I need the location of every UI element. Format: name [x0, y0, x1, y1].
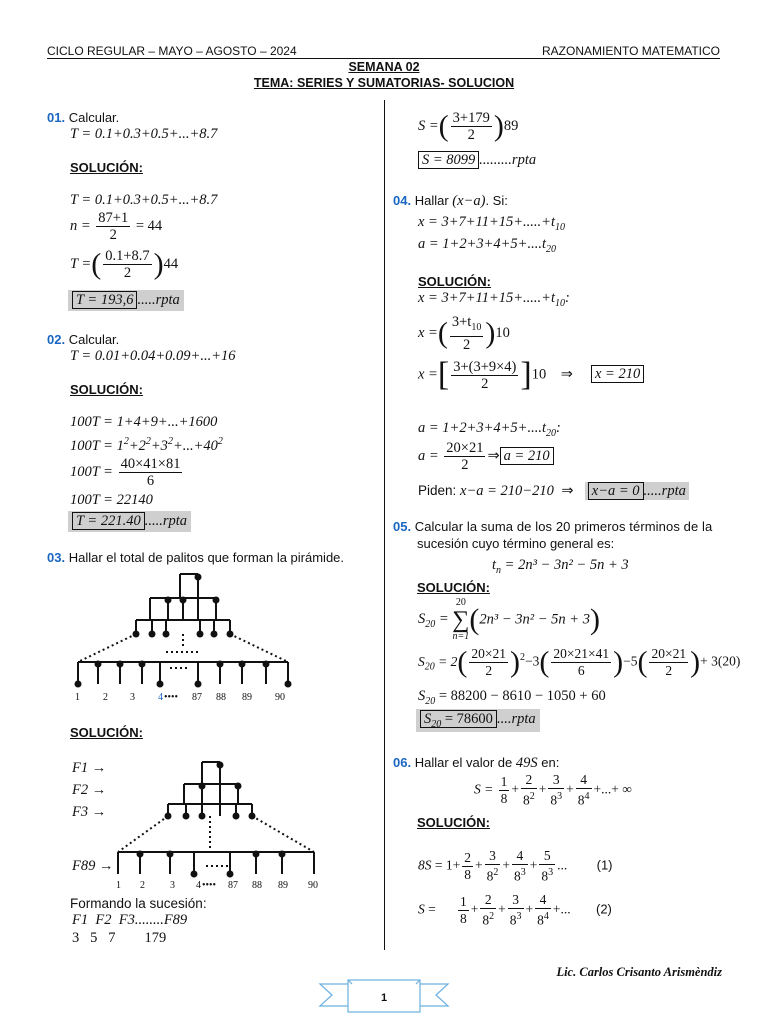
p01-step1: T = 0.1+0.3+0.5+...+8.7	[70, 192, 218, 208]
row-label-f89: F89 →	[72, 858, 114, 874]
p03-sum: S =( $\frac{3+179}{2}$ )89	[418, 109, 519, 143]
problem-06	[393, 755, 559, 772]
problem-02	[47, 332, 119, 347]
p01-answer: T = 193,6 .....rpta	[68, 290, 184, 311]
problem-prompt: Hallar el valor de	[414, 755, 513, 770]
p04-sx: $x = 3+7+11+15+.....+t_{10}$:	[418, 290, 570, 309]
p02-equation: T = 0.01+0.04+0.09+...+16	[70, 348, 236, 364]
p06-eq1: 8S = 1+ $\frac{2}{8}$ + $\frac{3}{8^2}$ + $\frac{4}{8^3}$ + $\frac{5}{8^3}$ ... (1)	[418, 848, 613, 884]
column-divider	[384, 100, 385, 950]
problem-prompt-tail: . Si:	[485, 193, 508, 208]
header-right: RAZONAMIENTO MATEMATICO	[541, 44, 720, 58]
p05-sum-expr: $S_{20}$ = 20 ∑ n=1 (2n³ − 3n² − 5n + 3)	[418, 597, 600, 642]
week-title: SEMANA 02	[348, 60, 420, 74]
row-label-f2: F2 →	[72, 782, 107, 798]
problem-number: 05.	[393, 519, 412, 534]
problem-prompt: Calcular la suma de los 20 primeros términos de la	[414, 519, 713, 534]
problem-05	[393, 519, 712, 534]
p05-answer: $S_{20} = 78600$ ....rpta	[416, 709, 540, 732]
sequence-heads: F1 F2 F3........F89	[72, 912, 188, 928]
sequence-caption: Formando la sucesión:	[70, 896, 207, 911]
problem-expression: 49S	[515, 755, 538, 771]
page-number: 1	[380, 992, 388, 1004]
problem-03	[47, 550, 344, 565]
p05-step3: $S_{20} = 88200 - 8610 - 1050 + 60$	[418, 688, 606, 707]
problem-prompt-tail: en:	[541, 755, 560, 770]
p01-step-n: n = $\frac{87+1}{2}$ = 44	[70, 210, 163, 243]
problem-prompt: Hallar	[414, 193, 449, 208]
problem-01	[47, 110, 119, 125]
row-label-f1: F1 →	[72, 760, 107, 776]
solution-heading: SOLUCIÓN:	[70, 725, 143, 740]
row-label-f3: F3 →	[72, 804, 107, 820]
problem-number: 06.	[393, 755, 412, 770]
problem-number: 02.	[47, 332, 66, 347]
solution-heading: SOLUCIÓN:	[70, 160, 143, 175]
pyramid-solution-figure	[110, 756, 325, 881]
p05-prompt-line2: sucesión cuyo término general es:	[417, 536, 615, 551]
p05-general-term: $t_n = 2n^3 - 3n^2 - 5n + 3$	[492, 557, 629, 576]
p04-a-def: $a = 1+2+3+4+5+....t_{20}$	[418, 236, 556, 255]
problem-number: 04.	[393, 193, 412, 208]
topic-title: TEMA: SERIES Y SUMATORIAS- SOLUCION	[253, 76, 515, 90]
p01-step-t: T =( $\frac{0.1+8.7}{2}$ )44	[70, 247, 179, 281]
problem-prompt: Calcular.	[68, 110, 120, 125]
p02-line3: 100T = $\frac{40\times 41\times 81}{6}$	[70, 456, 181, 489]
p04-x-step3: x =[ $\frac{3+(3+9\times 4)}{2}$ ]10 ⇒ x = 210	[418, 358, 644, 392]
p04-sa: $a = 1+2+3+4+5+....t_{20}$:	[418, 420, 561, 439]
sequence-values: 3 5 7 179	[72, 930, 167, 946]
p02-line2: $100T = 1^2+2^2+3^2+...+40^2$	[70, 436, 223, 454]
solution-heading: SOLUCIÓN:	[70, 382, 143, 397]
p06-eq2: S = $\frac{1}{8}$ + $\frac{2}{8^2}$ + $\frac{3}{8^3}$ + $\frac{4}{8^4}$ +... (2)	[418, 892, 612, 928]
problem-04	[393, 193, 508, 210]
p04-a-step2: a = $\frac{20\times 21}{2}$ ⇒ a = 210	[418, 440, 554, 473]
solution-heading: SOLUCIÓN:	[417, 815, 490, 830]
p04-x-step2: x =( $\frac{3+t_{10}}{2}$ )10	[418, 314, 510, 353]
p02-line1: 100T = 1+4+9+...+1600	[70, 414, 218, 430]
problem-prompt: Hallar el total de palitos que forman la pirámide.	[68, 550, 345, 565]
problem-number: 03.	[47, 550, 66, 565]
header-left: CICLO REGULAR – MAYO – AGOSTO – 2024	[47, 44, 297, 58]
p03-answer: S = 8099 .........rpta	[418, 152, 536, 169]
p05-step2: $S_{20} = 2$( $\frac{20\times 21}{2}$ )$^2$−3( $\frac{20\times 21\times 41}{6}$ )−5( $\frac{20\times 21}{2}$ )+ 3(20)	[418, 645, 741, 679]
p04-x-def: $x = 3+7+11+15+.....+t_{10}$	[418, 214, 565, 233]
p04-final: Piden: x−a = 210−210 ⇒ x−a = 0 .....rpta	[418, 483, 689, 500]
p02-answer: T = 221.40 .....rpta	[68, 511, 191, 532]
problem-prompt: Calcular.	[68, 332, 120, 347]
solution-heading: SOLUCIÓN:	[418, 274, 491, 289]
pyramid-figure	[70, 568, 300, 708]
p06-series: S = $\frac{1}{8}$ + $\frac{2}{8^2}$ + $\frac{3}{8^3}$ + $\frac{4}{8^4}$ +...+ ∞	[474, 772, 632, 808]
p01-equation: T = 0.1+0.3+0.5+...+8.7	[70, 126, 218, 142]
problem-expression: (x−a)	[452, 193, 486, 209]
p02-line4: 100T = 22140	[70, 492, 153, 508]
author-signature: Lic. Carlos Crisanto Arismèndiz	[556, 965, 722, 979]
header-rule	[47, 58, 720, 59]
solution-heading: SOLUCIÓN:	[417, 580, 490, 595]
problem-number: 01.	[47, 110, 66, 125]
